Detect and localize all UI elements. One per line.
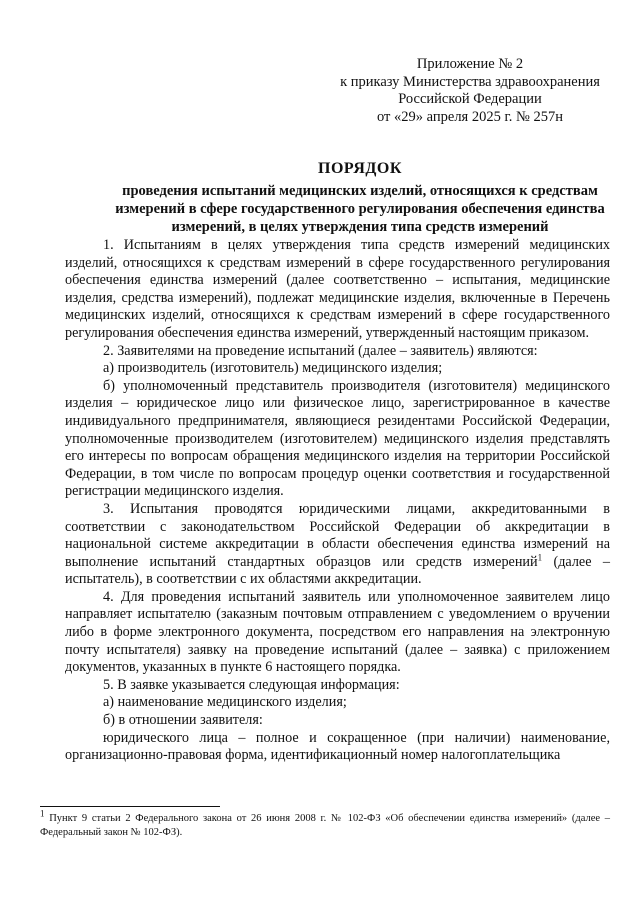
paragraph-5a: а) наименование медицинского изделия;: [103, 694, 347, 711]
title-main: ПОРЯДОК: [318, 160, 402, 177]
paragraph-2a: а) производитель (изготовитель) медицинского изделия;: [103, 360, 443, 377]
order-reference: к приказу Министерства здравоохранения: [340, 73, 600, 90]
country-name: Российской Федерации: [398, 91, 542, 107]
appendix-header: [340, 56, 600, 126]
paragraph-4: 4. Для проведения испытаний заявитель или уполномоченное заявителем лицо направляет испытателю (заказным почтовым отправлением с уведомлением о вручении либо в форме электронного документа, посредством его направления на электронную почту испытателя) заявку на проведение испытаний (далее – заявка) с приложением документов, указанных в пункте 6 настоящего порядка.: [65, 588, 610, 676]
appendix-number: Приложение № 2: [416, 56, 524, 72]
paragraph-2b: б) уполномоченный представитель производителя (изготовителя) медицинского изделия – юридическое лицо или физическое лицо, зарегистрированное в качестве индивидуального предпринимателя, являющиеся резидентами Российской Федерации, уполномоченные производителем (изготовителем) медицинского изделия представлять его интересы по вопросам обращения медицинского изделия на территории Российской Федерации, в том числе по вопросам процедур оценки соответствия и государственной регистрации медицинского изделия.: [65, 377, 610, 500]
footnote-mark: 1: [40, 808, 45, 819]
paragraph-3: [65, 501, 610, 589]
paragraph-1: 1. Испытаниям в целях утверждения типа средств измерений медицинских изделий, относящихся к средствам измерений в сфере государственного регулирования обеспечения единства измерений (далее соответственно – испытания, медицинские изделия, средства измерений), подлежат медицинские изделия, включенные в Перечень медицинских изделий, относящихся к средствам измерений в сфере государственного регулирования обеспечения единства измерений, утвержденный настоящим приказом.: [65, 237, 610, 341]
paragraph-2: 2. Заявителями на проведение испытаний (далее – заявитель) являются:: [103, 342, 538, 359]
footnote-reference[interactable]: 1: [537, 551, 543, 562]
order-date-number: от «29» апреля 2025 г. № 257н: [376, 108, 564, 125]
paragraph-3-text: 3. Испытания проводятся юридическими лицами, аккредитованными в соответствии с законодательством Российской Федерации об аккредитации в национальной системе аккредитации в области обеспечения единства измерений на выполнение испытаний стандартных образцов или средств измерений: [65, 500, 610, 570]
paragraph-5: 5. В заявке указывается следующая информация:: [103, 676, 400, 693]
paragraph-5c: юридического лица – полное и сокращенное (при наличии) наименование, организационно-правовая форма, идентификационный номер налогоплательщика: [65, 729, 610, 764]
title-subtitle: проведения испытаний медицинских изделий, относящихся к средствам измерений в сфере государственного регулирования обеспечения единства измерений, в целях утверждения типа средств измерений: [115, 183, 605, 235]
paragraph-5b: б) в отношении заявителя:: [103, 712, 263, 729]
paragraph-3-text-end: (далее – испытатель), в соответствии с их областями аккредитации.: [65, 553, 610, 588]
footnote: [40, 808, 610, 840]
footnote-text: Пункт 9 статьи 2 Федерального закона от 26 июня 2008 г. № 102-ФЗ «Об обеспечении единства измерений» (далее – Федеральный закон № 102-ФЗ).: [40, 813, 610, 838]
document-title: [100, 160, 620, 236]
footnote-divider: [40, 806, 220, 807]
document-body: [65, 237, 610, 765]
